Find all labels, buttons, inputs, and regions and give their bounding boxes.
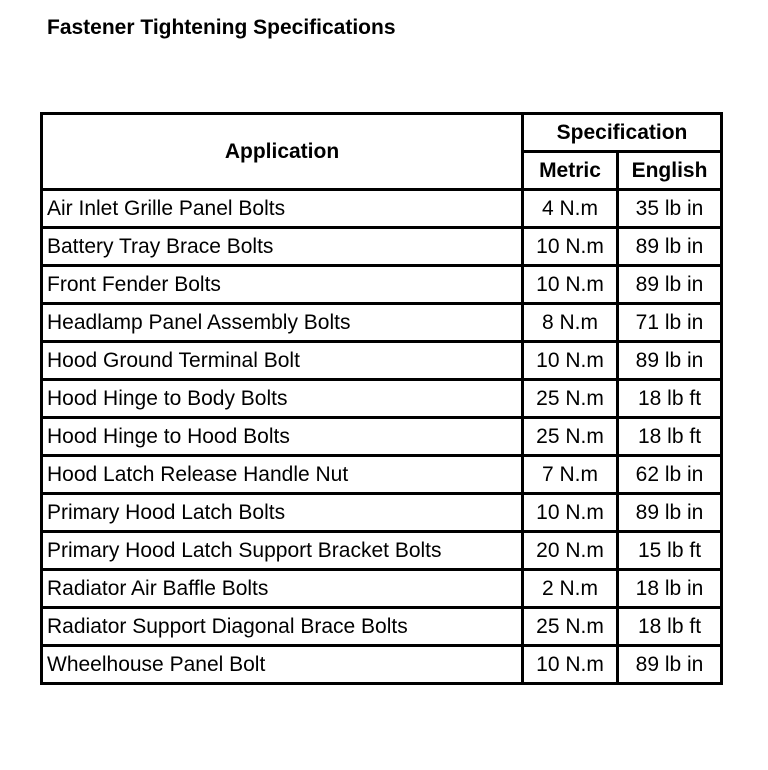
table-row xyxy=(42,304,722,342)
application-cell: Wheelhouse Panel Bolt xyxy=(42,646,523,684)
english-cell: 18 lb ft xyxy=(618,380,722,418)
application-cell: Hood Hinge to Body Bolts xyxy=(42,380,523,418)
table-row xyxy=(42,380,722,418)
table-row xyxy=(42,570,722,608)
metric-cell: 25 N.m xyxy=(523,380,618,418)
english-cell: 89 lb in xyxy=(618,494,722,532)
metric-cell: 8 N.m xyxy=(523,304,618,342)
page-title: Fastener Tightening Specifications xyxy=(47,16,396,39)
table-row xyxy=(42,342,722,380)
english-cell: 89 lb in xyxy=(618,342,722,380)
application-cell: Headlamp Panel Assembly Bolts xyxy=(42,304,523,342)
application-cell: Hood Latch Release Handle Nut xyxy=(42,456,523,494)
metric-cell: 25 N.m xyxy=(523,418,618,456)
metric-cell: 2 N.m xyxy=(523,570,618,608)
metric-header: Metric xyxy=(523,152,618,190)
metric-cell: 7 N.m xyxy=(523,456,618,494)
metric-cell: 20 N.m xyxy=(523,532,618,570)
table-row xyxy=(42,456,722,494)
table-row xyxy=(42,228,722,266)
application-header: Application xyxy=(42,114,523,190)
application-cell: Radiator Air Baffle Bolts xyxy=(42,570,523,608)
table-row xyxy=(42,532,722,570)
table-header-row xyxy=(42,114,722,152)
metric-cell: 25 N.m xyxy=(523,608,618,646)
table-row xyxy=(42,494,722,532)
english-cell: 62 lb in xyxy=(618,456,722,494)
table-row xyxy=(42,190,722,228)
english-cell: 89 lb in xyxy=(618,646,722,684)
english-cell: 35 lb in xyxy=(618,190,722,228)
table-row xyxy=(42,418,722,456)
application-cell: Battery Tray Brace Bolts xyxy=(42,228,523,266)
application-cell: Front Fender Bolts xyxy=(42,266,523,304)
application-cell: Hood Hinge to Hood Bolts xyxy=(42,418,523,456)
metric-cell: 10 N.m xyxy=(523,266,618,304)
english-header: English xyxy=(618,152,722,190)
application-cell: Radiator Support Diagonal Brace Bolts xyxy=(42,608,523,646)
table-row xyxy=(42,608,722,646)
metric-cell: 10 N.m xyxy=(523,228,618,266)
metric-cell: 4 N.m xyxy=(523,190,618,228)
fastener-spec-table xyxy=(40,112,723,685)
specification-header: Specification xyxy=(523,114,722,152)
application-cell: Air Inlet Grille Panel Bolts xyxy=(42,190,523,228)
english-cell: 18 lb in xyxy=(618,570,722,608)
application-cell: Primary Hood Latch Support Bracket Bolts xyxy=(42,532,523,570)
table-row xyxy=(42,266,722,304)
table-row xyxy=(42,646,722,684)
metric-cell: 10 N.m xyxy=(523,342,618,380)
english-cell: 15 lb ft xyxy=(618,532,722,570)
application-cell: Primary Hood Latch Bolts xyxy=(42,494,523,532)
metric-cell: 10 N.m xyxy=(523,494,618,532)
metric-cell: 10 N.m xyxy=(523,646,618,684)
english-cell: 18 lb ft xyxy=(618,608,722,646)
english-cell: 71 lb in xyxy=(618,304,722,342)
english-cell: 18 lb ft xyxy=(618,418,722,456)
english-cell: 89 lb in xyxy=(618,266,722,304)
english-cell: 89 lb in xyxy=(618,228,722,266)
application-cell: Hood Ground Terminal Bolt xyxy=(42,342,523,380)
